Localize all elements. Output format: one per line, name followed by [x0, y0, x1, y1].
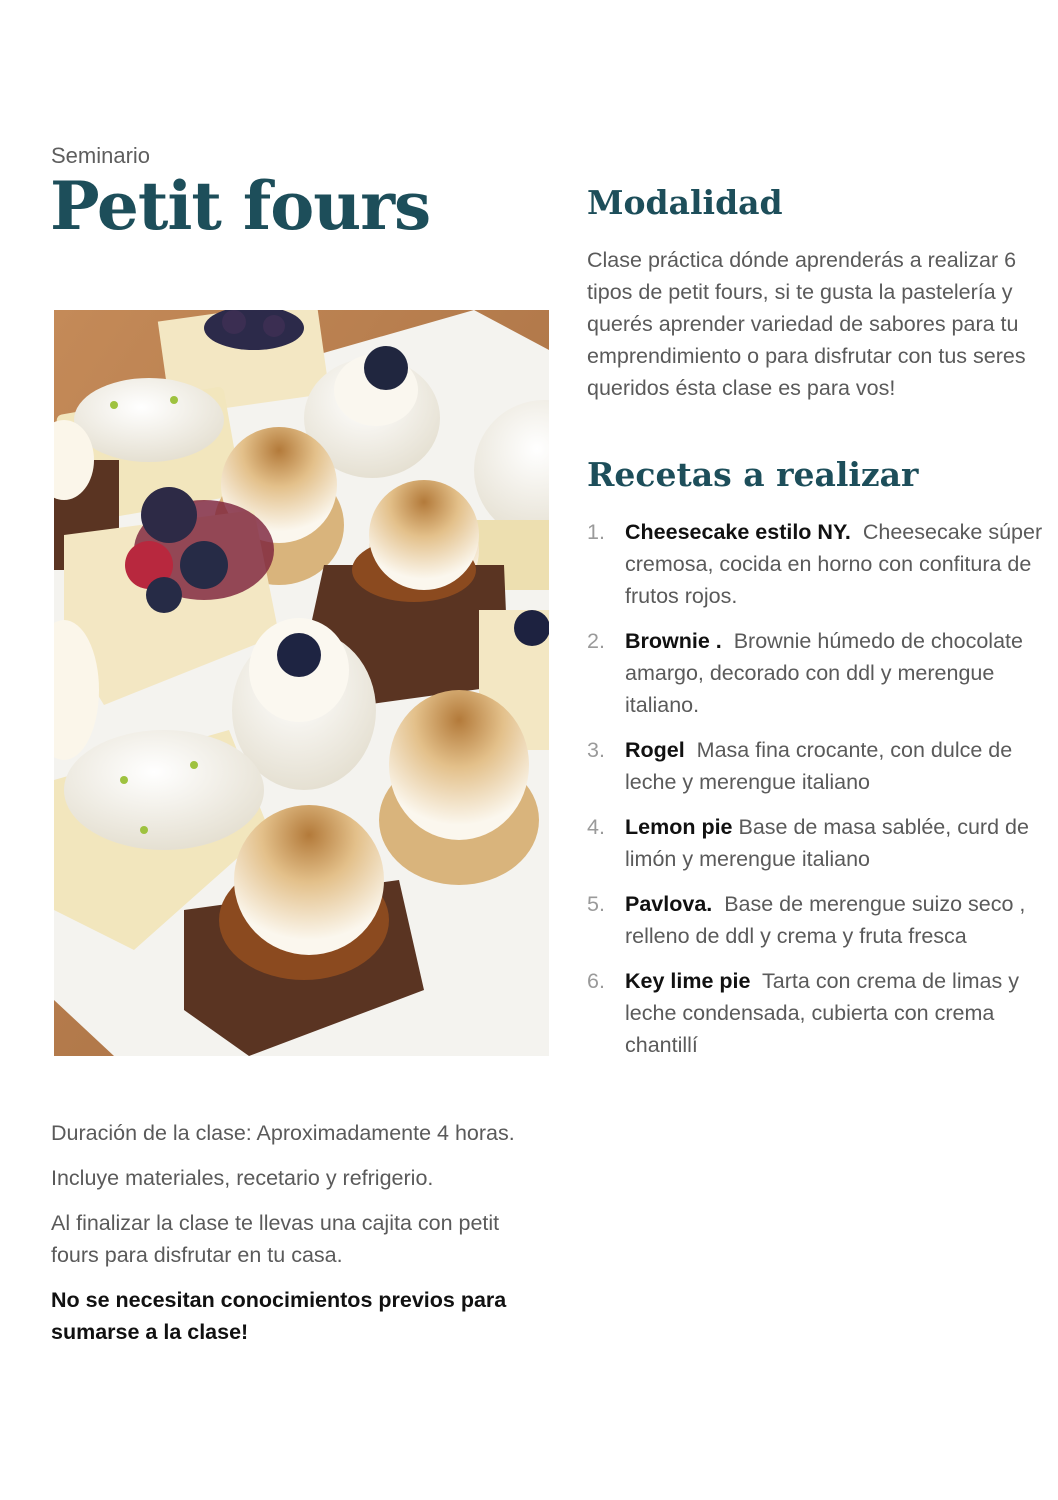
- recipe-description: Base de merengue suizo seco , relleno de ddl y crema y fruta fresca: [625, 892, 1032, 948]
- kicker: Seminario: [51, 143, 151, 168]
- recipe-number: 4.: [587, 815, 605, 839]
- recipe-number: 6.: [587, 969, 605, 993]
- recipe-item-rogel: [587, 734, 1052, 798]
- recipe-name: Brownie .: [625, 629, 722, 653]
- recipe-description: Brownie húmedo de chocolate amargo, decorado con ddl y merengue italiano.: [625, 629, 1029, 717]
- recipe-name: Cheesecake estilo NY.: [625, 520, 851, 544]
- recipe-description: Cheesecake súper cremosa, cocida en horno con confitura de frutos rojos.: [625, 520, 1049, 608]
- class-info: [51, 1117, 521, 1361]
- recipe-item-pavlova: [587, 888, 1052, 952]
- recipe-item-cheesecake: [587, 516, 1052, 612]
- requirements-note: No se necesitan conocimientos previos para sumarse a la clase!: [51, 1288, 507, 1344]
- recipe-name: Lemon pie: [625, 815, 733, 839]
- recipe-number: 1.: [587, 520, 605, 544]
- recipe-description: Base de masa sablée, curd de limón y merengue italiano: [625, 815, 1035, 871]
- recipe-item-lemon-pie: [587, 811, 1052, 875]
- recipe-list: [587, 516, 1052, 1074]
- petit-fours-photo: [54, 310, 549, 1056]
- recipe-name: Pavlova.: [625, 892, 713, 916]
- recipe-name: Key lime pie: [625, 969, 751, 993]
- recipe-item-brownie: [587, 625, 1052, 721]
- recipe-number: 2.: [587, 629, 605, 653]
- recipe-number: 3.: [587, 738, 605, 762]
- recipe-number: 5.: [587, 892, 605, 916]
- includes-text: Incluye materiales, recetario y refrigerio.: [51, 1166, 434, 1190]
- takeaway-text: Al finalizar la clase te llevas una cajita con petit fours para disfrutar en tu casa.: [51, 1211, 500, 1267]
- recipe-name: Rogel: [625, 738, 685, 762]
- recetas-heading: Recetas a realizar: [587, 455, 919, 494]
- page-title: Petit fours: [50, 167, 431, 245]
- modalidad-text: Clase práctica dónde aprenderás a realizar 6 tipos de petit fours, si te gusta la pastelería y querés aprender variedad de sabores para tu emprendimiento o para disfrutar con tus seres queridos ésta clase es para vos!: [587, 248, 1026, 400]
- modalidad-heading: Modalidad: [587, 183, 783, 222]
- recipe-description: Tarta con crema de limas y leche condensada, cubierta con crema chantillí: [625, 969, 1025, 1057]
- duration-text: Duración de la clase: Aproximadamente 4 horas.: [51, 1121, 515, 1145]
- recipe-item-key-lime-pie: [587, 965, 1052, 1061]
- recipe-description: Masa fina crocante, con dulce de leche y merengue italiano: [625, 738, 1019, 794]
